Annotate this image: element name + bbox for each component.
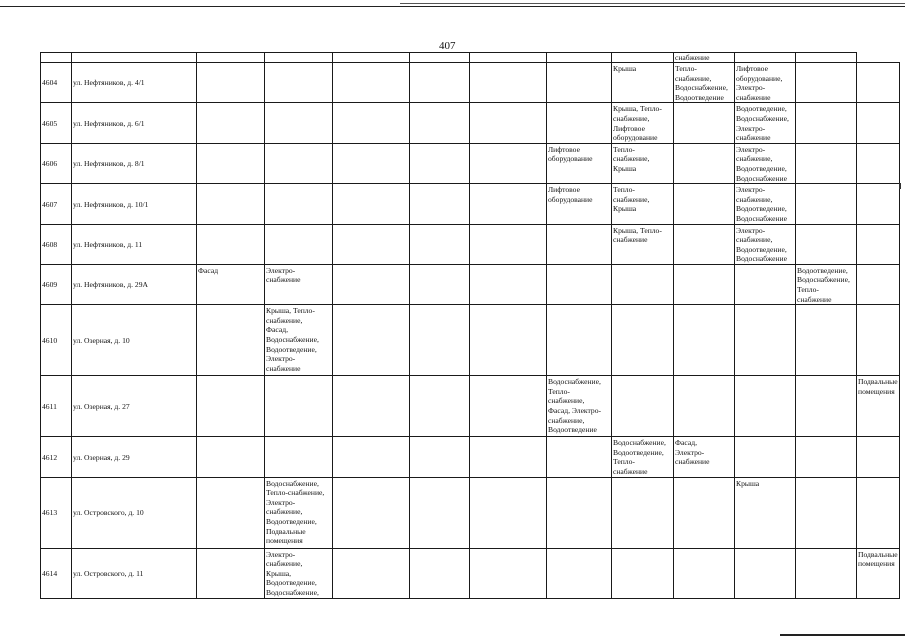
work-type-cell bbox=[674, 224, 735, 264]
work-type-cell bbox=[735, 376, 796, 437]
work-type-cell bbox=[796, 224, 857, 264]
work-type-cell bbox=[197, 224, 265, 264]
work-type-cell: Крыша, Тепло- снабжение bbox=[612, 224, 674, 264]
work-type-cell bbox=[265, 103, 333, 143]
work-type-cell bbox=[333, 305, 410, 376]
work-type-cell bbox=[410, 376, 470, 437]
work-type-cell: Водоснабжение, Тепло-снабжение, Электро- снабжение, Водоотведение, Подвальные помещения bbox=[265, 477, 333, 548]
work-type-cell bbox=[547, 548, 612, 598]
work-type-cell bbox=[857, 184, 900, 224]
table-row bbox=[41, 103, 900, 143]
table-cell bbox=[41, 53, 72, 63]
work-type-cell: Водоснабжение, Водоотведение, Тепло- снабжение bbox=[612, 437, 674, 477]
work-type-cell bbox=[333, 143, 410, 183]
work-type-cell bbox=[796, 305, 857, 376]
row-number: 4611 bbox=[41, 376, 72, 437]
table-cell bbox=[410, 53, 470, 63]
capital-repair-table bbox=[40, 52, 900, 599]
scan-top-rule bbox=[0, 6, 905, 7]
work-type-cell bbox=[197, 477, 265, 548]
row-number: 4607 bbox=[41, 184, 72, 224]
table-cell bbox=[612, 53, 674, 63]
work-type-cell bbox=[674, 477, 735, 548]
work-type-cell bbox=[857, 103, 900, 143]
work-type-cell: Тепло- снабжение, Крыша bbox=[612, 143, 674, 183]
address-cell: ул. Нефтяников, д. 11 bbox=[72, 224, 197, 264]
work-type-cell bbox=[470, 264, 547, 304]
work-type-cell bbox=[674, 305, 735, 376]
work-type-cell: Тепло- снабжение, Водоснабжение, Водоотведение bbox=[674, 63, 735, 103]
address-cell: ул. Нефтяников, д. 4/1 bbox=[72, 63, 197, 103]
table-cell bbox=[547, 53, 612, 63]
work-type-cell bbox=[796, 143, 857, 183]
work-type-cell bbox=[410, 224, 470, 264]
work-type-cell bbox=[197, 437, 265, 477]
address-cell: ул. Островского, д. 10 bbox=[72, 477, 197, 548]
work-type-cell bbox=[197, 548, 265, 598]
work-type-cell bbox=[265, 224, 333, 264]
work-type-cell: Водоотведение, Водоснабжение, Тепло- снабжение bbox=[796, 264, 857, 304]
work-type-cell bbox=[265, 437, 333, 477]
work-type-cell bbox=[333, 103, 410, 143]
work-type-cell: Подвальные помещения bbox=[857, 376, 900, 437]
table-row bbox=[41, 184, 900, 224]
work-type-cell bbox=[333, 548, 410, 598]
work-type-cell bbox=[547, 264, 612, 304]
address-cell: ул. Нефтяников, д. 29А bbox=[72, 264, 197, 304]
address-cell: ул. Озерная, д. 10 bbox=[72, 305, 197, 376]
table-cell bbox=[796, 53, 857, 63]
work-type-cell bbox=[470, 184, 547, 224]
work-type-cell bbox=[197, 103, 265, 143]
work-type-cell bbox=[410, 477, 470, 548]
row-number: 4609 bbox=[41, 264, 72, 304]
work-type-cell bbox=[796, 184, 857, 224]
work-type-cell bbox=[674, 264, 735, 304]
work-type-cell bbox=[735, 548, 796, 598]
row-number: 4605 bbox=[41, 103, 72, 143]
work-type-cell bbox=[857, 477, 900, 548]
work-type-cell bbox=[470, 376, 547, 437]
work-type-cell bbox=[265, 143, 333, 183]
work-type-cell bbox=[265, 184, 333, 224]
table-row bbox=[41, 305, 900, 376]
work-type-cell bbox=[410, 184, 470, 224]
work-type-cell bbox=[470, 143, 547, 183]
work-type-cell bbox=[410, 143, 470, 183]
table-row bbox=[41, 437, 900, 477]
page-number: 407 bbox=[439, 40, 456, 52]
row-number: 4612 bbox=[41, 437, 72, 477]
row-number: 4613 bbox=[41, 477, 72, 548]
work-type-cell: Тепло- снабжение, Крыша bbox=[612, 184, 674, 224]
work-type-cell bbox=[612, 376, 674, 437]
work-type-cell bbox=[197, 63, 265, 103]
address-cell: ул. Нефтяников, д. 8/1 bbox=[72, 143, 197, 183]
work-type-cell bbox=[410, 103, 470, 143]
work-type-cell: Крыша, Тепло- снабжение, Лифтовое оборудование bbox=[612, 103, 674, 143]
work-type-cell bbox=[612, 264, 674, 304]
work-type-cell bbox=[197, 184, 265, 224]
work-type-cell bbox=[735, 305, 796, 376]
address-cell: ул. Нефтяников, д. 6/1 bbox=[72, 103, 197, 143]
table-row bbox=[41, 63, 900, 103]
work-type-cell: Электро- снабжение, Водоотведение, Водоснабжение bbox=[735, 143, 796, 183]
address-cell: ул. Нефтяников, д. 10/1 bbox=[72, 184, 197, 224]
work-type-cell bbox=[612, 305, 674, 376]
work-type-cell: Лифтовое оборудование bbox=[547, 184, 612, 224]
work-type-cell bbox=[333, 437, 410, 477]
work-type-cell bbox=[547, 103, 612, 143]
work-type-cell: Водоотведение, Водоснабжение, Электро- снабжение bbox=[735, 103, 796, 143]
work-type-cell bbox=[857, 305, 900, 376]
work-type-cell bbox=[410, 305, 470, 376]
table-row bbox=[41, 264, 900, 304]
work-type-cell: Электро- снабжение bbox=[265, 264, 333, 304]
work-type-cell bbox=[470, 437, 547, 477]
work-type-cell bbox=[796, 103, 857, 143]
table-cell bbox=[265, 53, 333, 63]
work-type-cell bbox=[674, 548, 735, 598]
work-type-cell bbox=[470, 103, 547, 143]
work-type-cell bbox=[547, 305, 612, 376]
work-type-cell: Крыша bbox=[735, 477, 796, 548]
table-row-continuation bbox=[41, 53, 900, 63]
work-type-cell bbox=[796, 376, 857, 437]
work-type-cell bbox=[333, 63, 410, 103]
work-type-cell: Лифтовое оборудование bbox=[547, 143, 612, 183]
work-type-cell bbox=[857, 264, 900, 304]
row-number: 4606 bbox=[41, 143, 72, 183]
table-cell bbox=[470, 53, 547, 63]
work-type-cell bbox=[333, 477, 410, 548]
work-type-cell: Фасад, Электро- снабжение bbox=[674, 437, 735, 477]
work-type-cell bbox=[410, 63, 470, 103]
table-cell bbox=[735, 53, 796, 63]
work-type-cell bbox=[410, 437, 470, 477]
work-type-cell bbox=[612, 477, 674, 548]
work-type-cell: Лифтовое оборудование, Электро- снабжение bbox=[735, 63, 796, 103]
table-cell bbox=[72, 53, 197, 63]
table-row bbox=[41, 477, 900, 548]
work-type-cell bbox=[674, 143, 735, 183]
table-body bbox=[41, 53, 900, 599]
work-type-cell: Электро- снабжение, Крыша, Водоотведение, Водоснабжение, bbox=[265, 548, 333, 598]
row-number: 4608 bbox=[41, 224, 72, 264]
work-type-cell bbox=[796, 63, 857, 103]
table-row bbox=[41, 224, 900, 264]
work-type-cell bbox=[796, 548, 857, 598]
work-type-cell bbox=[547, 477, 612, 548]
work-type-cell bbox=[333, 264, 410, 304]
address-cell: ул. Озерная, д. 27 bbox=[72, 376, 197, 437]
table-row bbox=[41, 548, 900, 598]
scan-top-line bbox=[400, 3, 905, 4]
work-type-cell bbox=[197, 376, 265, 437]
work-type-cell bbox=[857, 224, 900, 264]
work-type-cell bbox=[265, 63, 333, 103]
work-type-cell bbox=[735, 264, 796, 304]
table-row bbox=[41, 143, 900, 183]
table-cell bbox=[333, 53, 410, 63]
address-cell: ул. Озерная, д. 29 bbox=[72, 437, 197, 477]
work-type-cell bbox=[333, 224, 410, 264]
work-type-cell bbox=[796, 477, 857, 548]
work-type-cell bbox=[470, 548, 547, 598]
work-type-cell bbox=[547, 437, 612, 477]
work-type-cell: Фасад bbox=[197, 264, 265, 304]
table-cell: снабжение bbox=[674, 53, 735, 63]
work-type-cell: Крыша bbox=[612, 63, 674, 103]
address-cell: ул. Островского, д. 11 bbox=[72, 548, 197, 598]
row-number: 4610 bbox=[41, 305, 72, 376]
scan-side-mark bbox=[899, 183, 901, 189]
work-type-cell bbox=[410, 548, 470, 598]
work-type-cell bbox=[674, 376, 735, 437]
work-type-cell bbox=[547, 63, 612, 103]
table-row bbox=[41, 376, 900, 437]
row-number: 4614 bbox=[41, 548, 72, 598]
work-type-cell bbox=[410, 264, 470, 304]
scan-bottom-rule bbox=[780, 634, 905, 636]
work-type-cell: Водоснабжение, Тепло- снабжение, Фасад, Электро- снабжение, Водоотведение bbox=[547, 376, 612, 437]
work-type-cell bbox=[857, 437, 900, 477]
work-type-cell: Крыша, Тепло- снабжение, Фасад, Водоснабжение, Водоотведение, Электро- снабжение bbox=[265, 305, 333, 376]
work-type-cell bbox=[470, 224, 547, 264]
work-type-cell: Подвальные помещения bbox=[857, 548, 900, 598]
work-type-cell bbox=[265, 376, 333, 437]
work-type-cell bbox=[197, 143, 265, 183]
table-cell bbox=[197, 53, 265, 63]
work-type-cell bbox=[547, 224, 612, 264]
work-type-cell bbox=[612, 548, 674, 598]
work-type-cell: Электро- снабжение, Водоотведение, Водоснабжение bbox=[735, 184, 796, 224]
work-type-cell bbox=[470, 305, 547, 376]
work-type-cell bbox=[197, 305, 265, 376]
work-type-cell bbox=[470, 477, 547, 548]
work-type-cell bbox=[674, 103, 735, 143]
work-type-cell: Электро- снабжение, Водоотведение, Водоснабжение bbox=[735, 224, 796, 264]
row-number: 4604 bbox=[41, 63, 72, 103]
work-type-cell bbox=[333, 184, 410, 224]
work-type-cell bbox=[857, 143, 900, 183]
work-type-cell bbox=[333, 376, 410, 437]
work-type-cell bbox=[857, 63, 900, 103]
work-type-cell bbox=[674, 184, 735, 224]
work-type-cell bbox=[470, 63, 547, 103]
work-type-cell bbox=[735, 437, 796, 477]
work-type-cell bbox=[796, 437, 857, 477]
